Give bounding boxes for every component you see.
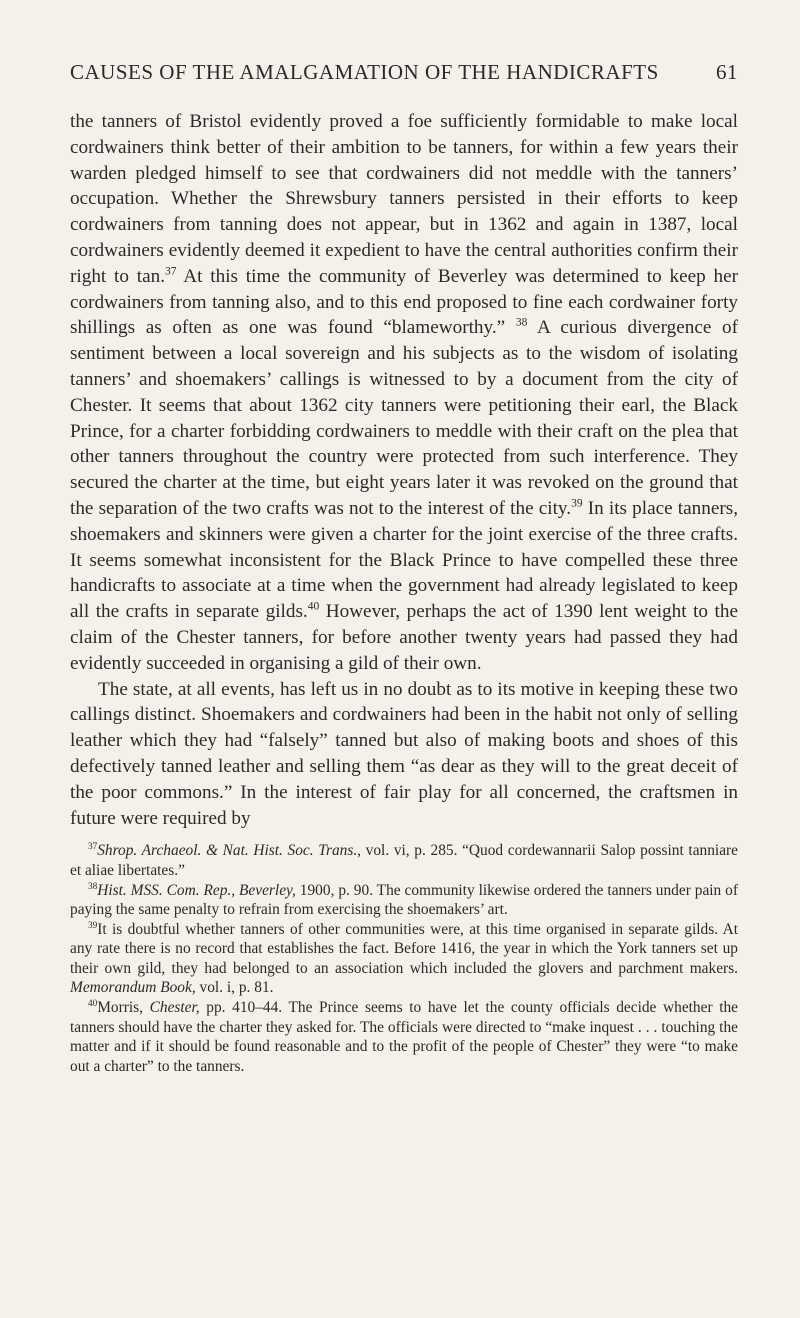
footnote-number: 37 xyxy=(88,841,98,852)
footnote-38 xyxy=(70,881,738,920)
paragraph-1 xyxy=(70,109,738,677)
p1-text-4: In its place tanners, shoemakers and skinners were given a charter for the joint exercise of the three crafts. It seems somewhat inconsistent for the Black Prince to have compelled these three handicrafts to associate at a time when the government had already legislated to keep all the crafts in separate gilds. xyxy=(70,497,738,623)
footnotes xyxy=(70,841,738,1076)
footnote-number: 38 xyxy=(88,880,98,891)
footnote-39 xyxy=(70,920,738,998)
footnote-text: 1900, p. 90. The community likewise ordered the tanners under pain of paying the same penalty to refrain from exercising the shoemakers’ art. xyxy=(70,881,738,919)
body-text xyxy=(70,109,738,831)
footnote-ref-39[interactable]: 39 xyxy=(571,497,583,510)
page-number: 61 xyxy=(716,60,738,84)
p1-text-2: At this time the community of Beverley was determined to keep her cordwainers from tanning also, and to this end proposed to fine each cordwainer forty shillings as often as one was found “blameworthy.” xyxy=(70,265,738,339)
footnote-ref-38[interactable]: 38 xyxy=(515,316,528,329)
footnote-citation: Memorandum Book, xyxy=(70,979,196,997)
footnote-text: pp. 410–44. The Prince seems to have let the county officials decide whether the tanners should have the charter they asked for. The officials were directed to “make inquest . . . touching the matter and if it should be found reasonable and to the profit of the people of Chester” they were “to make out a charter” to the tanners. xyxy=(70,999,739,1075)
footnote-text: vol. vi, p. 285. “Quod cordewannarii Salop possint tanniare et aliae libertates.” xyxy=(70,842,738,879)
running-title: CAUSES OF THE AMALGAMATION OF THE HANDICRAFTS xyxy=(70,60,659,84)
footnote-text-pre: It is doubtful whether tanners of other communities were, at this time organised in separate gilds. At any rate there is no record that establishes the fact. Before 1416, the year in which the York tanners set up their own gild, they had belonged to an association which included the glovers and parchment makers. xyxy=(70,920,738,977)
footnote-citation: Shrop. Archaeol. & Nat. Hist. Soc. Trans., xyxy=(97,842,362,860)
footnote-number: 40 xyxy=(88,997,98,1008)
footnote-number: 39 xyxy=(88,919,98,930)
p1-text-3: A curious divergence of sentiment between a local sovereign and his subjects as to the wisdom of isolating tanners’ and shoemakers’ callings is witnessed to by a document from the city of Chester. It seems that about 1362 city tanners were petitioning their earl, the Black Prince, for a charter forbidding cordwainers to meddle with their craft on the plea that other tanners throughout the country were protected from such interference. They secured the charter at the time, but eight years later it was revoked on the ground that the separation of the two crafts was not to the interest of the city. xyxy=(70,317,738,519)
footnote-citation: Chester, xyxy=(149,999,200,1017)
footnote-ref-37[interactable]: 37 xyxy=(165,265,177,278)
footnote-text-pre: Morris, xyxy=(97,999,150,1017)
footnote-citation: Hist. MSS. Com. Rep., Beverley, xyxy=(97,881,296,899)
p1-text-5: However, perhaps the act of 1390 lent weight to the claim of the Chester tanners, for before another twenty years had passed they had evidently succeeded in organising a gild of their own. xyxy=(70,601,738,674)
running-header xyxy=(70,60,738,85)
footnote-ref-40[interactable]: 40 xyxy=(307,600,320,613)
footnote-37 xyxy=(70,841,738,880)
paragraph-2: The state, at all events, has left us in no doubt as to its motive in keeping these two callings distinct. Shoemakers and cordwainers had been in the habit not only of selling leather which they had “falsely” tanned but also of making boots and shoes of this defectively tanned leather and selling them “as dear as they will to the great deceit of the poor commons.” In the interest of fair play for all concerned, the craftsmen in future were required by xyxy=(70,678,738,829)
p1-text-1: the tanners of Bristol evidently proved a foe sufficiently formidable to make local cordwainers think better of their ambition to be tanners, for within a few years their warden pledged himself to see that cordwainers did not meddle with the tanners’ occupation. Whether the Shrewsbury tanners persisted in their efforts to keep cordwainers from tanning does not appear, but in 1362 and again in 1387, local cordwainers evidently deemed it expedient to have the central authorities confirm their right to tan. xyxy=(70,111,738,287)
footnote-40 xyxy=(70,998,738,1076)
footnote-text: vol. i, p. 81. xyxy=(195,979,274,997)
